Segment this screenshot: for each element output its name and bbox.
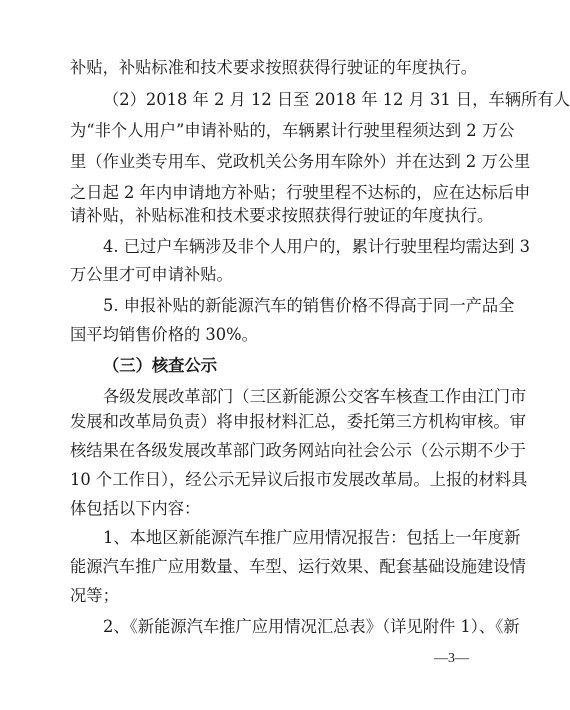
paragraph-line: 5. 申报补贴的新能源汽车的销售价格不得高于同一产品全 <box>103 296 515 315</box>
paragraph-line: 万公里才可申请补贴。 <box>70 265 233 284</box>
paragraph-line: 补贴，补贴标准和技术要求按照获得行驶证的年度执行。 <box>70 58 478 77</box>
paragraph-line: 4. 已过户车辆涉及非个人用户的，累计行驶里程均需达到 3 <box>103 237 530 256</box>
paragraph-line: （2）2018 年 2 月 12 日至 2018 年 12 月 31 日，车辆所有人 <box>103 90 570 109</box>
page-number: —3— <box>434 651 469 666</box>
paragraph-line: 况等； <box>70 586 119 605</box>
paragraph-line: 能源汽车推广应用数量、车型、运行效果、配套基础设施建设情 <box>70 557 526 576</box>
paragraph-line: 核结果在各级发展改革部门政务网站向社会公示（公示期不少于 <box>70 441 526 460</box>
paragraph-line: 国平均销售价格的 30%。 <box>70 325 258 344</box>
paragraph-line: 10 个工作日），经公示无异议后报市发展改革局。上报的材料具 <box>70 470 528 489</box>
paragraph-line: 各级发展改革部门（三区新能源公交客车核查工作由江门市 <box>103 387 527 406</box>
paragraph-line: 体包括以下内容： <box>70 499 201 518</box>
paragraph-line: 2、《新能源汽车推广应用情况汇总表》（详见附件 1）、《新 <box>103 617 520 636</box>
paragraph-line: 里（作业类专用车、党政机关公务用车除外）并在达到 2 万公里 <box>70 152 531 171</box>
paragraph-line: 为“非个人用户”申请补贴的，车辆累计行驶里程须达到 2 万公 <box>70 121 515 140</box>
paragraph-line: 请补贴，补贴标准和技术要求按照获得行驶证的年度执行。 <box>70 206 494 225</box>
section-heading: （三）核查公示 <box>103 356 217 375</box>
paragraph-line: 1、本地区新能源汽车推广应用情况报告：包括上一年度新 <box>103 528 521 547</box>
paragraph-line: 之日起 2 年内申请地方补贴；行驶里程不达标的，应在达标后申 <box>70 183 531 202</box>
paragraph-line: 发展和改革局负责）将申报材料汇总，委托第三方机构审核。审 <box>70 412 526 431</box>
